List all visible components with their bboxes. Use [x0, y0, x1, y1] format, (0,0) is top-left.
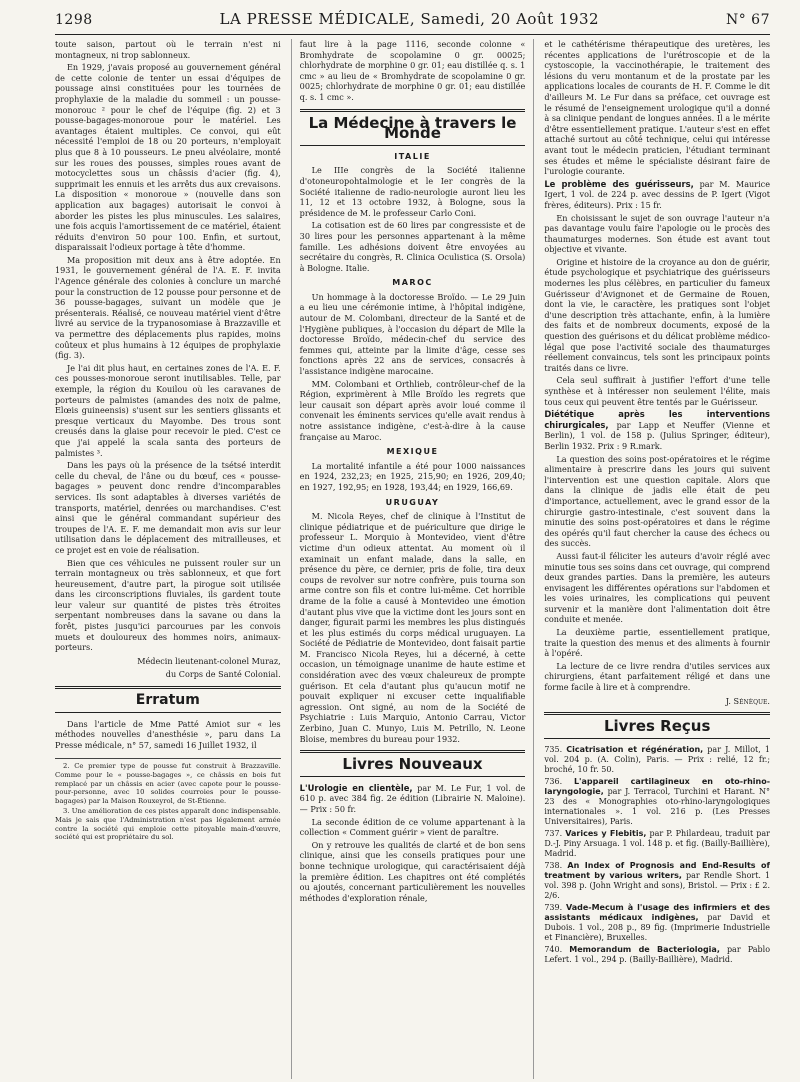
book-review-paragraph: Cela seul suffirait à justifier l'effort d'une telle synthèse et à intéresser non seulement l'élite, mais tous ceux qui peuvent être tentés par le Guérisseur.: [544, 375, 771, 407]
columns: [55, 39, 770, 1079]
received-books-list: [544, 745, 770, 965]
item-details: par J. Terracol, Turchini et Harant. N° 23 des « Monographies oto-rhino-laryngologiques internationales ». 1 vol. 216 p. (Les Presses Universitaires), Paris.: [544, 786, 771, 826]
left-paragraph: Dans les pays où la présence de la tsétsé interdit celle du cheval, de l'âne ou du bœuf, ces « pousse-bagages » peuvent donc rendre d'incomparables services. Ils sont adaptables à diverses variétés de transports, matériel, denrées ou marchandises. C'est ainsi que le général commandant supérieur des troupes de l'A. E. F. me demandait mon avis sur leur utilisation dans le déplacement des mitrailleuses, et ce projet est en voie de réalisation.: [55, 460, 281, 555]
livres-nouveaux-heading: Livres Nouveaux: [300, 750, 526, 777]
item-title: An Index of Prognosis and End-Results of treatment by various writers,: [544, 860, 771, 880]
left-paragraph: Ma proposition mit deux ans à être adoptée. En 1931, le gouvernement général de l'A. E. F. invita l'Agence générale des colonies à conclure un marché pour la construction de 12 pousse pour personne et de 36 pousse-bagages, suivant un modèle que je présenterais. Réalisé, ce nouveau matériel vient d'être livré au service de la trypanosomiase à Brazzaville et va permettre des déplacements plus rapides, moins coûteux et plus humains à 12 équipes de prophylaxie (fig. 3).: [55, 254, 281, 361]
item-number: 740.: [544, 944, 563, 954]
book-entry: [544, 179, 770, 211]
page-header: [55, 10, 770, 34]
list-item: [544, 903, 770, 943]
book-review-paragraph: La lecture de ce livre rendra d'utiles services aux chirurgiens, étant parfaitement réligé et dans une forme facile à lire et à comprendre.: [544, 660, 771, 693]
list-item: [544, 777, 770, 827]
book-title: Diététique après les interventions chirurgicales,: [544, 409, 771, 430]
item-details: par David et Dubois. 1 vol., 208 p., 89 fig. (Imprimerie Industrielle et Financière), Bruxelles.: [544, 912, 771, 942]
item-details: par Pablo Lefert. 1 vol., 294 p. (Bailly-Baillière), Madrid.: [544, 944, 771, 964]
middle-column: [291, 39, 535, 1079]
erratum-heading: Erratum: [55, 686, 281, 713]
book-title: Le problème des guérisseurs,: [544, 178, 694, 189]
section-heading: La Médecine à travers le Monde: [300, 109, 526, 146]
item-number: 737.: [544, 828, 563, 838]
book-review-paragraph: Origine et histoire de la croyance au don de guérir, étude psychologique et psychiatrique des guérisseurs modernes les plus célèbres, en particulier du fameux Guérisseur d'Avignonet et de Germaine de Rouen, dont la vie, le caractère, les pratiques sont l'objet d'une description très attachante, enfin, à la lumière des faits et de nombreux documents, exposé de la question des guérisons et du délicat problème médico-légal que pose l'activité sociale des thaumaturges réellement convaincus, tels sont les principaux points traités dans ce livre.: [544, 256, 771, 373]
country-heading-uruguay: URUGUAY: [385, 497, 440, 507]
left-paragraph: En 1929, j'avais proposé au gouvernement général de cette colonie de tenter un essai d'équipes de poussage ainsi constituées pour les tournées de prophylaxie de la maladie du sommeil : un pousse-monorouc ² pour le chef de l'équipe (fig. 2) et 3 pousse-bagages-monoroue pour le matériel. Les avantages étaient multiples. Ce convoi, qui eût nécessité l'emploi de 18 ou 20 porteurs, n'employait plus que 8 à 10 pousseurs. Le pneu alvéolaire, monté sur les roues des pousses, simples roues avant de motocyclettes sous un châssis d'acier (fig. 4), supprimait les ennuis et les arrêts dus aux crevaisons. La disposition « monoroue » (nouvelle dans son application aux bagages) autorisait le convoi à aborder les pistes les plus minuscules. Les salaires, une fois acquis l'amortissement de ce matériel, étaient réduits d'environ 50 pour 100. Enfin, et surtout, disparaissait l'odieux portage à tête d'homme.: [55, 62, 281, 253]
footnotes: [55, 758, 281, 841]
item-title: Varices y Flebitis,: [565, 828, 647, 838]
book-entry: [544, 409, 770, 451]
book-title: L'Urologie en clientèle,: [299, 782, 413, 793]
news-paragraph: MM. Colombani et Orthlieb, contrôleur-chef de la Région, exprimèrent à Mlle Broïdo les regrets que leur causait son départ après avoir loué comme il convenait les éminents services qu'elle avait rendus à notre assistance indigène, c'est-à-dire à la cause française au Maroc.: [299, 378, 526, 442]
news-paragraph: Un hommage à la doctoresse Broïdo. — Le 29 Juin a eu lieu une cérémonie intime, à l'hôpital indigène, autour de M. Colombani, directeur de la Santé et de l'Hygiène publiques, à l'occasion du départ de Mlle la doctoresse Broïdo, médecin-chef du service des femmes qui, atteinte par la limite d'âge, cesse ses fonctions après 22 ans de services, consacrés à l'assistance indigène marocaine.: [299, 291, 526, 377]
erratum-continued: faut lire à la page 1116, seconde colonne « Bromhydrate de scopolamine 0 gr. 00025; chlorhydrate de morphine 0 gr. 01; eau distillée q. s. 1 cmc » au lieu de « Bromhydrate de scopolamine 0 gr. 0025; chlorhydrate de morphine 0 gr. 01; eau distillée q. s. 1 cmc ».: [299, 39, 526, 102]
book-review-paragraph: Aussi faut-il féliciter les auteurs d'avoir réglé avec minutie tous ses soins dans cet ouvrage, qui comprend deux grandes parties. Dans la première, les auteurs envisagent les différentes opérations sur l'abdomen et les voies urinaires, les complications qui peuvent survenir et la manière dont l'alimentation doit être conduite et menée.: [544, 550, 771, 625]
book-review-paragraph: La question des soins post-opératoires et le régime alimentaire à prescrire dans les jours qui suivent l'intervention est une question capitale. Alors que dans la clinique de jadis elle était de peu d'importance, actuellement, avec le grand essor de la chirurgie gastro-intestinale, c'est souvent dans la minutie des soins post-opératoires et dans le régime des opérés qu'il faut chercher la cause des échecs ou des succès.: [544, 453, 771, 549]
country-heading-mexique: MEXIQUE: [386, 447, 439, 457]
list-item: [544, 745, 770, 775]
item-details: par J. Millot, 1 vol. 204 p. (A. Colin), Paris. — Prix : relié, 12 fr.; broché, 10 fr. 50.: [544, 744, 771, 774]
book-entry: [300, 783, 526, 815]
footnote: 3. Une amélioration de ces pistes apparaît donc indispensable. Mais je sais que l'Administration n'est pas légalement armée contre la société qui emploie cette pitoyable main-d'œuvre, société qui est propriétaire du sol.: [55, 807, 281, 842]
news-paragraph: La mortalité infantile a été pour 1000 naissances en 1924, 232,23; en 1925, 215,90; en 1926, 209,40; en 1927, 192,95; en 1928, 193,44; en 1929, 166,69.: [299, 460, 526, 492]
author-signature: Médecin lieutenant-colonel Muraz,: [137, 655, 281, 666]
left-column: [55, 39, 281, 1079]
country-heading-maroc: MAROC: [392, 278, 433, 288]
review-continued: et le cathétérisme thérapeutique des uretères, les récentes applications de l'urétroscopie et de la cystoscopie, la vaccinothérapie, le traitement des lésions du veru montanum et de la prostate par les applications locales de courants de H. F. Comme le dit d'ailleurs M. Le Fur dans sa préface, cet ouvrage est le résumé de l'enseignement urologique qu'il a donné à sa clinique pendant de longues années. Il a le mérite d'être essentiellement pratique. L'auteur s'est en effet attaché surtout au côté technique, celui qui intéresse avant tout le médecin praticien, l'étudiant terminant ses études et même le spécialiste désirant faire de l'urologie courante.: [544, 39, 771, 177]
list-item: [544, 861, 770, 901]
news-paragraph: Le IIIe congrès de la Société italienne d'otoneuropohtalmologie et le Ier congrès de la Société italienne de radio-neurologie auront lieu les 11, 12 et 13 octobre 1932, à Bologne, sous la présidence de M. le professeur Carlo Coni.: [299, 165, 526, 218]
item-details: par P. Philardeau, traduit par D.-J. Piny Arsuaga. 1 vol. 148 p. et fig. (Bailly-Baillière), Madrid.: [544, 828, 771, 858]
list-item: [544, 945, 770, 965]
book-details: par M. Le Fur, 1 vol. de 610 p. avec 384 fig. 2e édition (Librairie N. Maloine). — Prix : 50 fr.: [299, 782, 526, 814]
issue-number: N° 67: [725, 12, 770, 28]
item-title: Vade-Mecum à l'usage des infirmiers et des assistants médicaux indigènes,: [544, 902, 771, 922]
item-details: par Rendle Short. 1 vol. 398 p. (John Wright and sons), Bristol. — Prix : £ 2. 2/6.: [544, 870, 771, 900]
item-title: L'appareil cartilagineux en oto-rhino-laryngologie,: [544, 776, 771, 796]
item-number: 735.: [544, 744, 563, 754]
book-review-paragraph: On y retrouve les qualités de clarté et de bon sens clinique, ainsi que les conseils pratiques pour une bonne technique urologique, qui caractérisaient déjà la première édition. Les chapitres ont été complétés ou ajoutés, concernant particulièrement les nouvelles méthodes d'exploration rénale,: [299, 839, 526, 903]
item-number: 738.: [544, 860, 563, 870]
item-number: 739.: [544, 902, 563, 912]
livres-recus-heading: Livres Reçus: [544, 712, 770, 739]
book-details: par M. Maurice Igert, 1 vol. de 224 p. avec dessins de P. Igert (Vigot frères, éditeurs). Prix : 15 fr.: [544, 178, 771, 210]
left-paragraph: toute saison, partout où le terrain n'est ni montagneux, ni trop sablonneux.: [55, 39, 281, 60]
author-affiliation: du Corps de Santé Colonial.: [165, 669, 281, 680]
right-column: [544, 39, 770, 1079]
item-number: 736.: [544, 776, 563, 786]
reviewer-signature: J. Sénèque.: [725, 695, 771, 706]
book-review-paragraph: La deuxième partie, essentiellement pratique, traite la question des menus et des aliments à fournir à l'opéré.: [544, 627, 771, 659]
item-title: Memorandum de Bacteriologia,: [569, 944, 720, 954]
left-paragraph: Bien que ces véhicules ne puissent rouler sur un terrain montagneux ou très sablonneux, et que fort heureusement, d'autre part, la pirogue soit utilisée dans les circonscriptions fluviales, ils gardent toute leur valeur sur quantité de pistes très étroites serpentant nombreuses dans la savane ou dans la forêt, pistes jusqu'ici parcourues par les convois muets et douloureux des hommes noirs, animaux-porteurs.: [55, 557, 281, 653]
page-number: 1298: [55, 12, 93, 28]
book-review-paragraph: En choisissant le sujet de son ouvrage l'auteur n'a pas davantage voulu faire l'apologie ou le procès des thaumaturges modernes. Son étude est avant tout objective et vivante.: [544, 212, 771, 255]
journal-title: LA PRESSE MÉDICALE, Samedi, 20 Août 1932: [219, 10, 600, 28]
country-heading-italie: ITALIE: [394, 151, 431, 161]
footnote: 2. Ce premier type de pousse fut construit à Brazzaville. Comme pour le « pousse-bagages », ce châssis en bois fut remplacé par un châssis en acier (avec capote pour le pousse-pour-personne, avec 10 solides courroies pour le pousse-bagages) par la Maison Rouxeyrol, de St-Étienne.: [55, 762, 281, 805]
item-title: Cicatrisation et régénération,: [566, 744, 704, 754]
header-rule: [55, 34, 770, 35]
book-details: par Lapp et Neuffer (Vienne et Berlin), 1 vol. de 158 p. (Julius Springer, éditeur), Berlin 1932. Prix : 9 R.mark.: [544, 419, 771, 451]
news-paragraph: M. Nicola Reyes, chef de clinique à l'Institut de clinique pédiatrique et de puériculture que dirige le professeur L. Morquio à Montevideo, vient d'être victime d'un odieux attentat. Au moment où il examinait un enfant malade, dans la salle, en présence du père, ce dernier, pris de folie, tira deux coups de revolver sur notre confrère, puis tourna son arme contre son fils et contre lui-même. Cet horrible drame de la folie a causé à Montevideo une émotion d'autant plus vive que la victime dont les jours sont en danger, figurait parmi les membres les plus distingués et les plus estimés du corps médical uruguayen. La Société de Pédiatrie de Montevideo, dont faisait partie M. Francisco Nicola Reyes, lui a décerné, à cette occasion, un témoignage unanime de haute estime et considération avec des vœux chaleureux de prompte guérison. Et cela d'autant plus qu'aucun motif ne pouvait expliquer ni excuser cette inqualifiable agression. Ont signé, au nom de la Société de Psychiatrie : Luis Marquio, Antonio Carrau, Victor Zerbino, Juan C. Munyo, Luis M. Petrillo, N. Leone Bloise, membres du bureau pour 1932.: [299, 511, 526, 744]
book-review-paragraph: La seconde édition de ce volume appartenant à la collection « Comment guérir » vient de paraître.: [299, 816, 526, 838]
erratum-text: Dans l'article de Mme Patté Amiot sur « les méthodes nouvelles d'anesthésie », paru dans La Presse médicale, n° 57, samedi 16 Juillet 1932, il: [55, 718, 281, 750]
list-item: [544, 829, 770, 859]
news-paragraph: La cotisation est de 60 lires par congressiste et de 30 lires pour les personnes appartenant à la même famille. Les adhésions doivent être envoyées au secrétaire du congrès, R. Clinica Oculistica (S. Orsola) à Bologne. Italie.: [299, 220, 526, 273]
left-paragraph: Je l'ai dit plus haut, en certaines zones de l'A. E. F. ces pousses-monoroue seront inutilisables. Telle, par exemple, la région du Kouilou où les caravanes de porteurs de palmistes (amandes des noix de palme, Elœis guineensis) s'usent sur les sentiers glissants et presque verticaux du Mayombe. Des trous sont creusés dans la glaise pour recevoir le pied. C'est ce que j'ai appelé la scala santa des porteurs de palmistes ³.: [55, 362, 281, 458]
